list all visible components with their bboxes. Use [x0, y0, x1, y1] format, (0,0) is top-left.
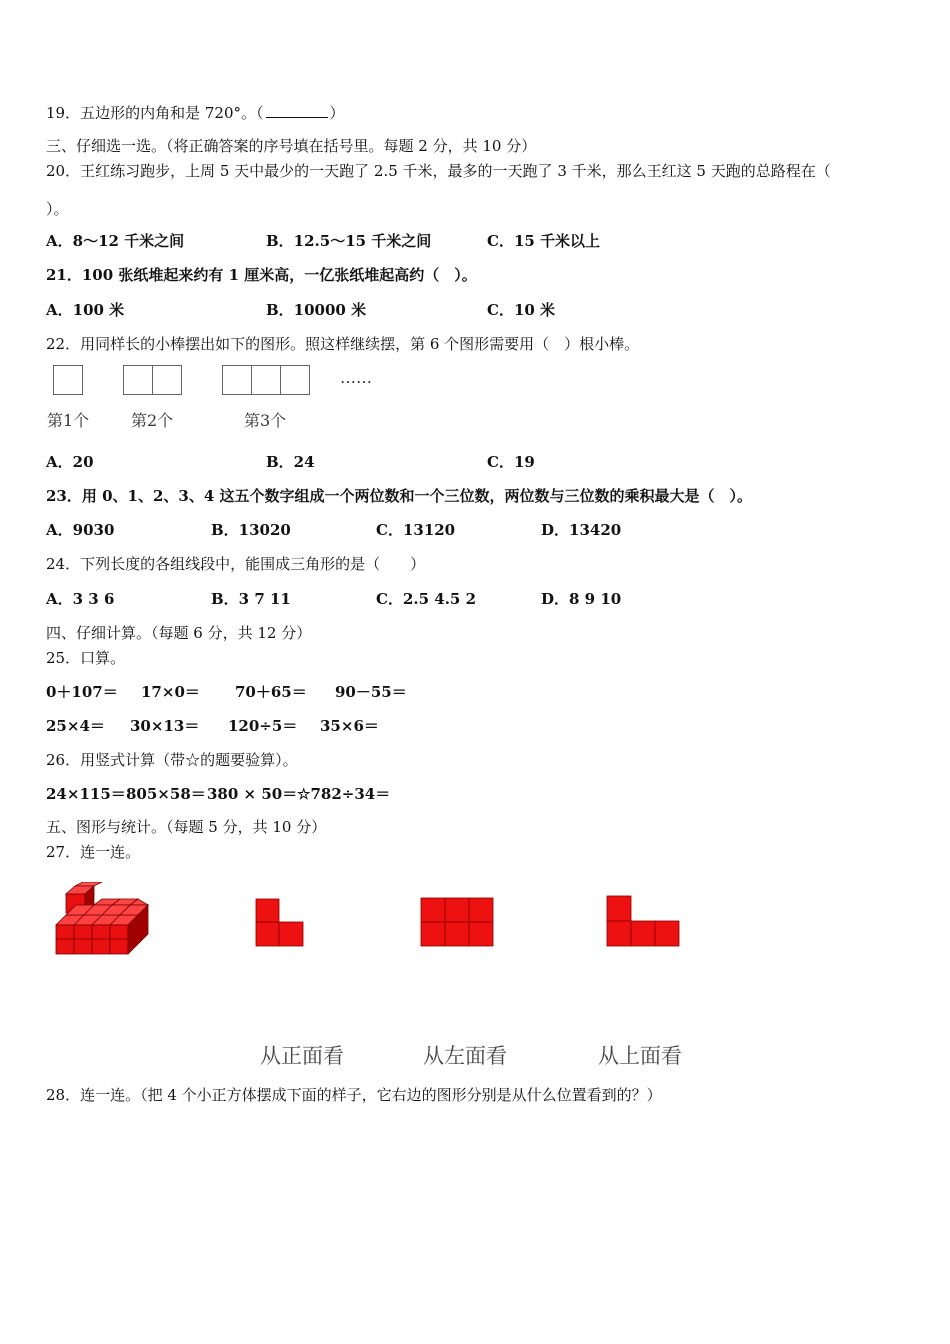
q22-option-c[interactable]: C．19: [487, 453, 535, 471]
question-23-text: 23．用 0、1、2、3、4 这五个数字组成一个两位数和一个三位数，两位数与三位数的乘积最大是（ ）。: [46, 487, 753, 505]
view-label-front[interactable]: 从正面看: [260, 1044, 344, 1068]
q21-option-b[interactable]: B．10000 米: [266, 301, 367, 319]
question-24-text: 24．下列长度的各组线段中，能围成三角形的是（ ）: [46, 555, 426, 573]
stick-square: [152, 365, 182, 395]
oral-calc-item: 30×13＝: [130, 717, 200, 735]
oral-calc-item: 25×4＝: [46, 717, 105, 735]
left-view-figure: [420, 897, 494, 947]
vertical-calc-item: ☆782÷34＝: [297, 785, 391, 803]
oral-calc-item: 120÷5＝: [228, 717, 298, 735]
section-4-heading: 四、仔细计算。（每题 6 分，共 12 分）: [46, 624, 312, 642]
section-5-heading: 五、图形与统计。（每题 5 分，共 10 分）: [46, 818, 327, 836]
cube-stack-figure: [52, 882, 152, 958]
question-26-text: 26．用竖式计算（带☆的题要验算）。: [46, 751, 298, 769]
question-25-text: 25．口算。: [46, 649, 126, 667]
q20-option-b[interactable]: B．12.5～15 千米之间: [266, 232, 432, 250]
oral-calc-item: 0＋107＝: [46, 683, 118, 701]
stick-label-3: 第3个: [244, 411, 287, 430]
oral-calc-item: 70＋65＝: [235, 683, 307, 701]
q24-option-c[interactable]: C．2.5 4.5 2: [376, 590, 477, 608]
question-22-text: 22．用同样长的小棒摆出如下的图形。照这样继续摆，第 6 个图形需要用（ ）根小棒。: [46, 335, 640, 353]
q21-option-a[interactable]: A．100 米: [46, 301, 125, 319]
q23-option-d[interactable]: D．13420: [541, 521, 622, 539]
stick-square: [251, 365, 281, 395]
q20-option-a[interactable]: A．8～12 千米之间: [46, 232, 185, 250]
q22-option-b[interactable]: B．24: [266, 453, 315, 471]
q22-option-a[interactable]: A．20: [46, 453, 94, 471]
question-19: [46, 102, 345, 123]
answer-blank[interactable]: [266, 102, 328, 118]
section-3-heading: 三、仔细选一选。（将正确答案的序号填在括号里。每题 2 分，共 10 分）: [46, 137, 537, 155]
stick-square: [53, 365, 83, 395]
question-21-text: 21．100 张纸堆起来约有 1 厘米高，一亿张纸堆起高约（ ）。: [46, 266, 477, 284]
stick-label-2: 第2个: [131, 411, 174, 430]
oral-calc-item: 35×6＝: [320, 717, 379, 735]
front-view-figure: [255, 898, 305, 948]
q21-option-c[interactable]: C．10 米: [487, 301, 556, 319]
stick-square: [123, 365, 153, 395]
question-19-close: ）: [329, 104, 345, 122]
q20-option-c[interactable]: C．15 千米以上: [487, 232, 601, 250]
view-label-left[interactable]: 从左面看: [423, 1044, 507, 1068]
question-19-text: 19．五边形的内角和是 720°。（: [46, 104, 264, 122]
stick-square: [222, 365, 252, 395]
stick-ellipsis: ……: [340, 368, 372, 387]
vertical-calc-item: 380 × 50＝: [207, 785, 298, 803]
q24-option-b[interactable]: B．3 7 11: [211, 590, 291, 608]
vertical-calc-item: 805×58＝: [126, 785, 206, 803]
q23-option-a[interactable]: A．9030: [46, 521, 115, 539]
stick-label-1: 第1个: [47, 411, 90, 430]
vertical-calc-item: 24×115＝: [46, 785, 126, 803]
question-28-text: 28．连一连。（把 4 个小正方体摆成下面的样子，它右边的图形分别是从什么位置看到的？）: [46, 1086, 662, 1104]
question-20-text: 20．王红练习跑步，上周 5 天中最少的一天跑了 2.5 千米，最多的一天跑了 3 千米，那么王红这 5 天跑的总路程在（: [46, 162, 831, 180]
q23-option-c[interactable]: C．13120: [376, 521, 456, 539]
oral-calc-item: 17×0＝: [141, 683, 200, 701]
view-label-top[interactable]: 从上面看: [598, 1044, 682, 1068]
question-20-text-cont: ）。: [46, 200, 69, 218]
q24-option-d[interactable]: D．8 9 10: [541, 590, 622, 608]
q24-option-a[interactable]: A．3 3 6: [46, 590, 115, 608]
oral-calc-item: 90－55＝: [335, 683, 407, 701]
top-view-figure: [606, 895, 680, 947]
question-27-text: 27．连一连。: [46, 843, 141, 861]
q23-option-b[interactable]: B．13020: [211, 521, 291, 539]
stick-square: [280, 365, 310, 395]
